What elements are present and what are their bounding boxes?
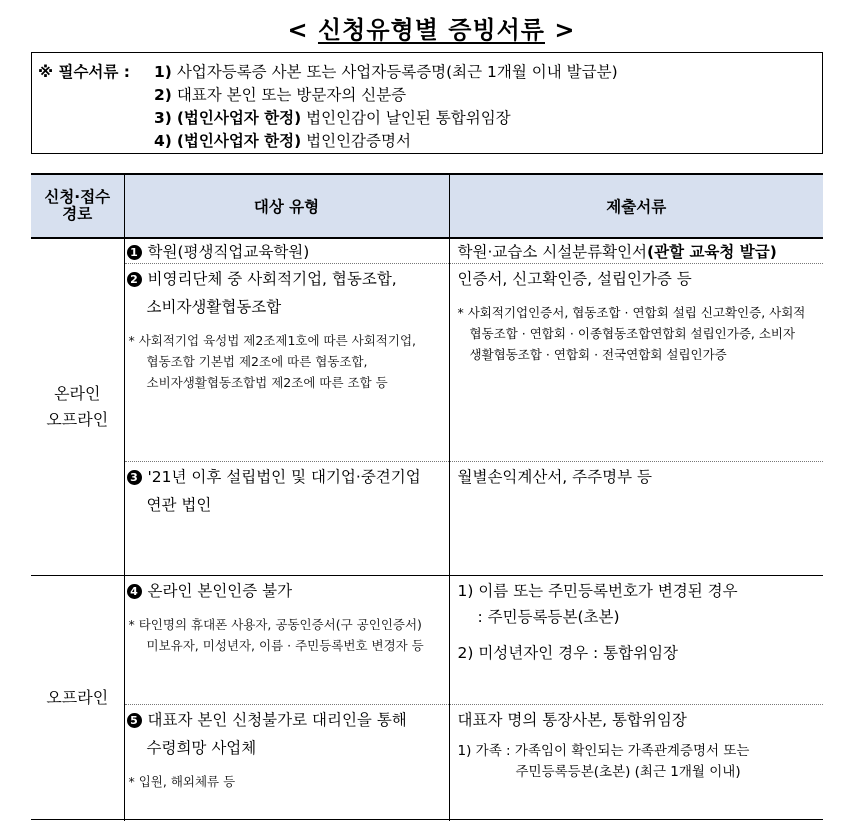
number-badge: 2 — [127, 272, 142, 287]
row3-docs: 월별손익계산서, 주주명부 등 — [449, 462, 823, 576]
row3-type: 3 '21년 이후 설립법인 및 대기업·중견기업 연관 법인 — [124, 462, 449, 576]
required-docs-label: ※ 필수서류 : — [38, 63, 130, 81]
table-row — [31, 238, 823, 264]
header-route: 신청·접수 경로 — [31, 174, 124, 238]
table-row — [31, 264, 823, 462]
header-docs: 제출서류 — [449, 174, 823, 238]
required-doc-item: 3) (법인사업자 한정) 법인인감이 날인된 통합위임장 — [154, 109, 511, 127]
row5-type: 5 대표자 본인 신청불가로 대리인을 통해 수령희망 사업체 * 입원, 해외체류 등 — [124, 705, 449, 821]
row5-docs: 대표자 명의 통장사본, 통합위임장 1) 가족 : 가족임이 확인되는 가족관계증명서 또는 주민등록등본(초본) (최근 1개월 이내) — [457, 711, 750, 780]
row2-docs: 인증서, 신고확인증, 설립인가증 등 * 사회적기업인증서, 협동조합 · 연합회 설립 신고확인증, 사회적 협동조합 · 연합회 · 이종협동조합연합회 설립인가증, 소비자 생활협동조합 · 연합회 · 전국연합회 설립인가증 — [449, 264, 823, 462]
table-row — [31, 705, 823, 821]
page-title: < 신청유형별 증빙서류 > — [287, 16, 576, 44]
header-type: 대상 유형 — [124, 174, 449, 238]
route-offline: 오프라인 — [31, 576, 124, 821]
required-docs-box — [31, 52, 823, 154]
number-badge: 5 — [127, 713, 142, 728]
required-doc-item: 4) (법인사업자 한정) 법인인감증명서 — [154, 132, 411, 150]
row4-docs: 1) 이름 또는 주민등록번호가 변경된 경우 : 주민등록등본(초본) 2) 미성년자인 경우 : 통합위임장 — [449, 576, 823, 705]
number-badge: 3 — [127, 470, 142, 485]
table-row — [31, 576, 823, 705]
table-header-row — [31, 174, 823, 238]
number-badge: 1 — [127, 245, 142, 260]
row1-type: 1 학원(평생직업교육학원) — [124, 238, 449, 264]
title-text: 신청유형별 증빙서류 — [317, 16, 545, 44]
required-doc-item: 2) 대표자 본인 또는 방문자의 신분증 — [154, 86, 407, 104]
table-bottom-border — [31, 819, 823, 820]
route-online-offline: 온라인 오프라인 — [31, 238, 124, 576]
row2-type: 2 비영리단체 중 사회적기업, 협동조합, 소비자생활협동조합 * 사회적기업 육성법 제2조제1호에 따른 사회적기업, 협동조합 기본법 제2조에 따른 협동조합, 소비자생활협동조합법 제2조에 따른 조합 등 — [124, 264, 449, 462]
table-row — [31, 462, 823, 576]
row4-type: 4 온라인 본인인증 불가 * 타인명의 휴대폰 사용자, 공동인증서(구 공인인증서) 미보유자, 미성년자, 이름 · 주민등록번호 변경자 등 — [124, 576, 449, 705]
evidence-table — [31, 173, 823, 821]
required-doc-item: 1) 사업자등록증 사본 또는 사업자등록증명(최근 1개월 이내 발급분) — [154, 63, 618, 81]
number-badge: 4 — [127, 584, 142, 599]
row1-docs: 학원·교습소 시설분류확인서(관할 교육청 발급) — [449, 238, 823, 264]
